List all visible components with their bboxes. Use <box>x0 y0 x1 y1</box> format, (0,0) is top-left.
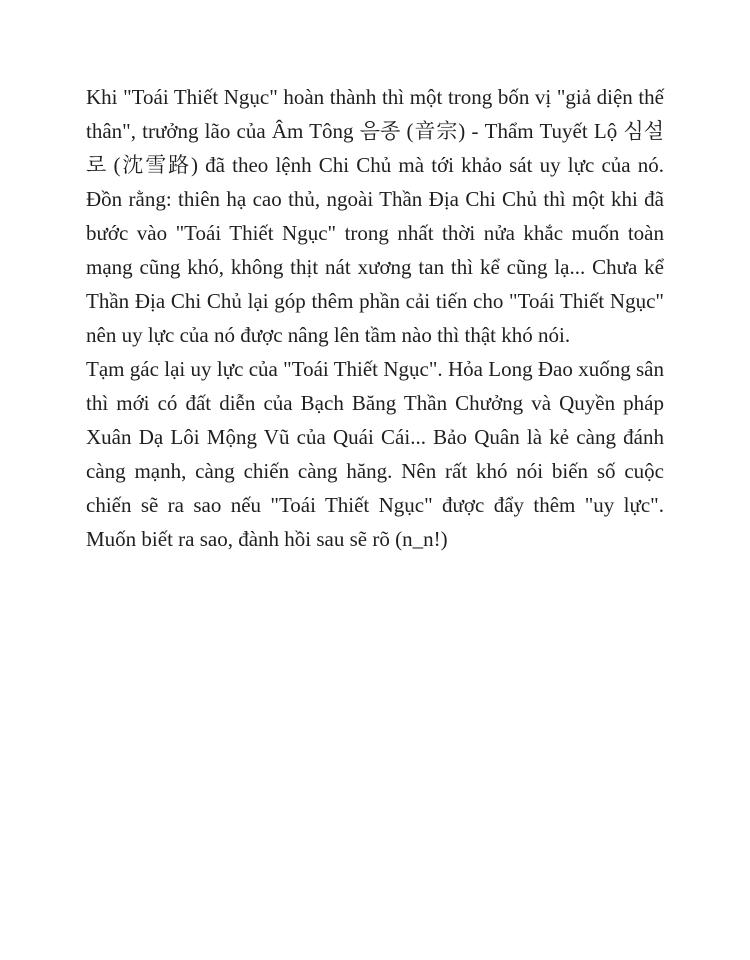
paragraph: Khi "Toái Thiết Ngục" hoàn thành thì một trong bốn vị "giả diện thế thân", trưởng lão của Âm Tông 음종 (音宗) - Thẩm Tuyết Lộ 심설로 (沈雪路) đã theo lệnh Chi Chủ mà tới khảo sát uy lực của nó. Đồn rằng: thiên hạ cao thủ, ngoài Thần Địa Chi Chủ thì một khi đã bước vào "Toái Thiết Ngục" trong nhất thời nửa khắc muốn toàn mạng cũng khó, không thịt nát xương tan thì kể cũng lạ... Chưa kể Thần Địa Chi Chủ lại góp thêm phần cải tiến cho "Toái Thiết Ngục" nên uy lực của nó được nâng lên tầm nào thì thật khó nói. <box>86 85 664 347</box>
chapter-text <box>86 80 664 556</box>
paragraph: Tạm gác lại uy lực của "Toái Thiết Ngục". Hỏa Long Đao xuống sân thì mới có đất diễn của Bạch Băng Thần Chưởng và Quyền pháp Xuân Dạ Lôi Mộng Vũ của Quái Cái... Bảo Quân là kẻ càng đánh càng mạnh, càng chiến càng hăng. Nên rất khó nói biến số cuộc chiến sẽ ra sao nếu "Toái Thiết Ngục" được đẩy thêm "uy lực". Muốn biết ra sao, đành hồi sau sẽ rõ (n_n!) <box>86 357 664 551</box>
